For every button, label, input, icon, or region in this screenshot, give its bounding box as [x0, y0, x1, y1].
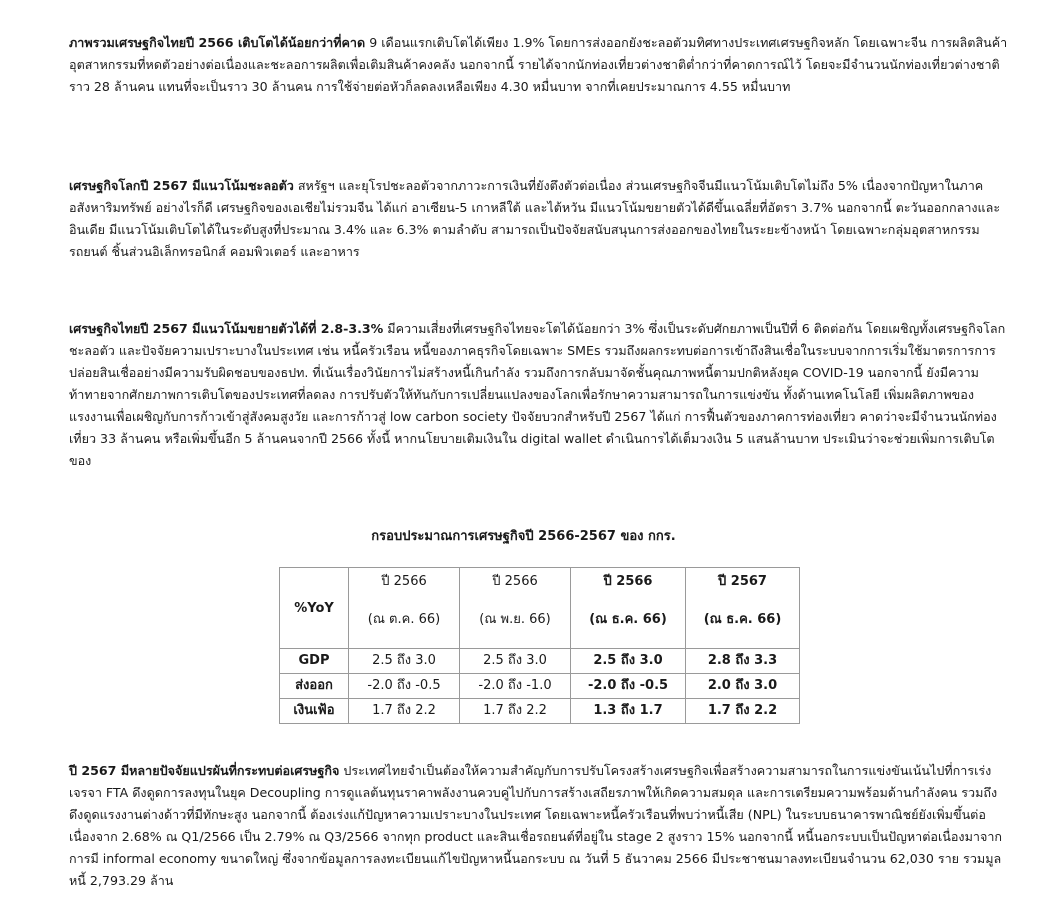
row-label: GDP	[280, 649, 349, 674]
table-column-header	[686, 568, 800, 649]
table-cell: 2.5 ถึง 3.0	[460, 649, 571, 674]
paragraph-body: ประเทศไทยจำเป็นต้องให้ความสำคัญกับการปรับโครงสร้างเศรษฐกิจเพื่อสร้างความสามารถในการแข่งขันเน้นไปที่การเร่งเจรจา FTA ดึงดูดการลงทุนในยุค Decoupling การดูแลต้นทุนราคาพลังงานควบคู่ไปกับการสร้างเสถียรภาพให้เกิดความสมดุล และการเตรียมความพร้อมด้านกำลังคน รวมถึงดึงดูดแรงงานต่างด้าวที่มีทักษะสูง นอกจากนี้ ต้องเร่งแก้ปัญหาความเปราะบางในประเทศ โดยเฉพาะหนี้ครัวเรือนที่พบว่าหนี้เสีย (NPL) ในระบบธนาคารพาณิชย์ยังเพิ่มขึ้นต่อเนื่องจาก 2.68% ณ Q1/2566 เป็น 2.79% ณ Q3/2566 จากทุก product และสินเชื่อรถยนต์ที่อยู่ใน stage 2 สูงราว 15% นอกจากนี้ หนี้นอกระบบเป็นปัญหาต่อเนื่องมาจากการมี informal economy ขนาดใหญ่ ซึ่งจากข้อมูลการลงทะเบียนแก้ไขปัญหาหนี้นอกระบบ ณ วันที่ 5 ธันวาคม 2566 มีประชาชนมาลงทะเบียนจำนวน 62,030 ราย รวมมูลหนี้ 2,793.29 ล้าน	[69, 763, 1003, 888]
paragraph-body: สหรัฐฯ และยุโรปชะลอตัวจากภาวะการเงินที่ยังตึงตัวต่อเนื่อง ส่วนเศรษฐกิจจีนมีแนวโน้มเติบโตไม่ถึง 5% เนื่องจากปัญหาในภาคอสังหาริมทรัพย์ อย่างไรก็ดี เศรษฐกิจของเอเชียไม่รวมจีน ได้แก่ อาเซียน-5 เกาหลีใต้ และไต้หวัน มีแนวโน้มขยายตัวได้ดีขึ้นเฉลี่ยที่อัตรา 3.7% นอกจากนี้ ตะวันออกกลางและอินเดีย มีแนวโน้มเติบโตได้ในระดับสูงที่ประมาณ 3.4% และ 6.3% ตามลำดับ สามารถเป็นปัจจัยสนับสนุนการส่งออกของไทยในระยะข้างหน้า โดยเฉพาะกลุ่มอุตสาหกรรมรถยนต์ ชิ้นส่วนอิเล็กทรอนิกส์ คอมพิวเตอร์ และอาหาร	[69, 178, 1001, 259]
table-column-header	[460, 568, 571, 649]
table-cell: -2.0 ถึง -0.5	[349, 674, 460, 699]
column-year: ปี 2566	[603, 574, 653, 589]
row-label: ส่งออก	[280, 674, 349, 699]
paragraph-body: มีความเสี่ยงที่เศรษฐกิจไทยจะโตได้น้อยกว่า 3% ซึ่งเป็นระดับศักยภาพเป็นปีที่ 6 ติดต่อกัน โดยเผชิญทั้งเศรษฐกิจโลกชะลอตัว และปัจจัยความเปราะบางในประเทศ เช่น หนี้ครัวเรือน หนี้ของภาคธุรกิจโดยเฉพาะ SMEs รวมถึงผลกระทบต่อการเข้าถึงสินเชื่อในระบบจากการเริ่มใช้มาตรการการปล่อยสินเชื่ออย่างมีความรับผิดชอบของธปท. ที่เน้นเรื่องวินัยการไม่สร้างหนี้เกินกำลัง รวมถึงการกลับมาจัดชั้นคุณภาพหนี้ตามปกติหลังยุค COVID-19 นอกจากนี้ ยังมีความท้าทายจากศักยภาพการเติบโตของประเทศที่ลดลง การปรับตัวให้ทันกับการเปลี่ยนแปลงของโลกเพื่อรักษาความสามารถในการแข่งขัน ทั้งด้านเทคโนโลยี เพิ่มผลิตภาพของแรงงานเพื่อเผชิญกับการก้าวเข้าสู่สังคมสูงวัย และการก้าวสู่ low carbon society ปัจจัยบวกสำหรับปี 2567 ได้แก่ การฟื้นตัวของภาคการท่องเที่ยว คาดว่าจะมีจำนวนนักท่องเที่ยว 33 ล้านคน หรือเพิ่มขึ้นอีก 5 ล้านคนจากปี 2566 ทั้งนี้ หากนโยบายเติมเงินใน digital wallet ดำเนินการได้เต็มวงเงิน 5 แสนล้านบาท ประเมินว่าจะช่วยเพิ่มการเติบโตของ	[69, 321, 1006, 468]
table-cell: 1.3 ถึง 1.7	[571, 699, 686, 724]
forecast-table-title: กรอบประมาณการเศรษฐกิจปี 2566-2567 ของ กกร.	[371, 529, 676, 544]
table-corner-label: %YoY	[280, 568, 349, 649]
table-column-header	[349, 568, 460, 649]
column-year: ปี 2567	[718, 574, 767, 589]
table-cell: 2.8 ถึง 3.3	[686, 649, 800, 674]
table-row	[280, 699, 800, 724]
table-cell: 2.5 ถึง 3.0	[571, 649, 686, 674]
paragraph-heading: ภาพรวมเศรษฐกิจไทยปี 2566 เติบโตได้น้อยกว่าที่คาด	[69, 35, 366, 50]
table-column-header	[571, 568, 686, 649]
paragraph-thai-economy-2566	[69, 32, 1009, 98]
row-label: เงินเฟ้อ	[280, 699, 349, 724]
table-row	[280, 649, 800, 674]
forecast-table	[279, 567, 800, 724]
column-asof: (ณ ธ.ค. 66)	[703, 612, 782, 627]
column-asof: (ณ ธ.ค. 66)	[589, 612, 667, 627]
paragraph-thai-economy-2567	[69, 318, 1009, 472]
column-year: ปี 2566	[492, 574, 538, 589]
column-asof: (ณ พ.ย. 66)	[479, 612, 551, 627]
table-cell: 2.0 ถึง 3.0	[686, 674, 800, 699]
paragraph-heading: ปี 2567 มีหลายปัจจัยแปรผันที่กระทบต่อเศรษฐกิจ	[69, 763, 340, 778]
table-cell: 1.7 ถึง 2.2	[460, 699, 571, 724]
table-cell: 1.7 ถึง 2.2	[349, 699, 460, 724]
table-header-row	[280, 568, 800, 649]
table-row	[280, 674, 800, 699]
paragraph-body: 9 เดือนแรกเติบโตได้เพียง 1.9% โดยการส่งออกยังชะลอตัวมทิศทางประเทศเศรษฐกิจหลัก โดยเฉพาะจีน การผลิตสินค้าอุตสาหกรรมที่หดตัวอย่างต่อเนื่องและชะลอการผลิตเพื่อเติมสินค้าคงคลัง นอกจากนี้ รายได้จากนักท่องเที่ยวต่างชาติต่ำกว่าที่คาดการณ์ไว้ โดยจะมีจำนวนนักท่องเที่ยวต่างชาติราว 28 ล้านคน แทนที่จะเป็นราว 30 ล้านคน การใช้จ่ายต่อหัวก็ลดลงเหลือเพียง 4.30 หมื่นบาท จากที่เคยประมาณการ 4.55 หมื่นบาท	[69, 35, 1008, 94]
table-cell: -2.0 ถึง -0.5	[571, 674, 686, 699]
paragraph-heading: เศรษฐกิจไทยปี 2567 มีแนวโน้มขยายตัวได้ที่ 2.8-3.3%	[69, 321, 384, 336]
column-asof: (ณ ต.ค. 66)	[367, 612, 441, 627]
paragraph-heading: เศรษฐกิจโลกปี 2567 มีแนวโน้มชะลอตัว	[69, 178, 294, 193]
table-cell: 1.7 ถึง 2.2	[686, 699, 800, 724]
paragraph-world-economy-2567	[69, 175, 1009, 263]
table-cell: -2.0 ถึง -1.0	[460, 674, 571, 699]
table-cell: 2.5 ถึง 3.0	[349, 649, 460, 674]
column-year: ปี 2566	[381, 574, 427, 589]
paragraph-risk-factors-2567	[69, 760, 1009, 892]
